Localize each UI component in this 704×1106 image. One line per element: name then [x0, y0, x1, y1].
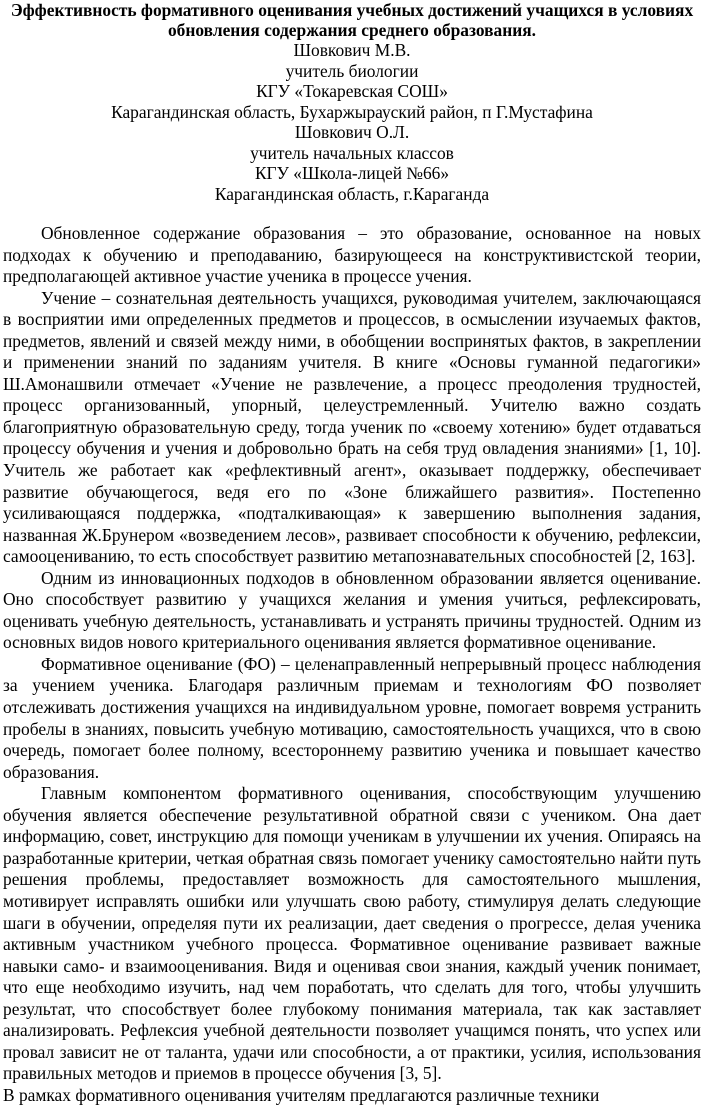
author-1: [3, 40, 701, 122]
paragraph: Учение – сознательная деятельность учащихся, руководимая учителем, заключающаяся в восприятии ими определенных предметов и процессов, в осмыслении изучаемых фактов, предметов, явлений и связей между ними, в обобщении воспринятых фактов, в закреплении и применении знаний по заданиям учителя. В книге «Основы гуманной педагогики» Ш.Амонашвили отмечает «Учение не развлечение, а процесс преодоления трудностей, процесс организованный, упорный, целеустремленный. Учителю важно создать благоприятную образовательную среду, тогда ученик по «своему хотению» будет отдаваться процессу обучения и учения и добровольно брать на себя труд овладения знаниями» [1, 10]. Учитель же работает как «рефлективный агент», оказывает поддержку, обеспечивает развитие обучающегося, ведя его по «Зоне ближайшего развития». Постепенно усиливающаяся поддержка, «подталкивающая» к завершению выполнения задания, названная Ж.Брунером «возведением лесов», развивает способности к обучению, рефлексии, самооцениванию, то есть способствует развитию метапознавательных способностей [2, 163].: [3, 287, 701, 567]
paragraph: Одним из инновационных подходов в обновленном образовании является оценивание. Оно способствует развитию у учащихся желания и умения учиться, рефлексировать, оценивать учебную деятельность, устанавливать и устранять причины трудностей. Одним из основных видов нового критериального оценивания является формативное оценивание.: [3, 567, 701, 653]
paragraph: Обновленное содержание образования – это образование, основанное на новых подходах к обучению и преподаванию, базирующееся на конструктивистской теории, предполагающей активное участие ученика в процессе учения.: [3, 223, 701, 287]
author-2: [3, 122, 701, 204]
author-2-school: КГУ «Школа-лицей №66»: [254, 163, 450, 183]
document-title: Эффективность формативного оценивания учебных достижений учащихся в условиях обновления содержания среднего образования.: [10, 0, 694, 40]
final-line: В рамках формативного оценивания учителям предлагаются различные техники: [3, 1084, 600, 1105]
author-2-name: Шовкович О.Л.: [294, 122, 410, 142]
author-1-name: Шовкович М.В.: [293, 40, 411, 60]
author-1-position: учитель биологии: [285, 60, 419, 81]
author-1-school: КГУ «Токаревская СОШ»: [256, 81, 448, 101]
paragraph: Главным компонентом формативного оценивания, способствующим улучшению обучения является обеспечение результативной обратной связи с учеником. Она дает информацию, совет, инструкцию для помощи ученикам в улучшении их учения. Опираясь на разработанные критерии, четкая обратная связь помогает ученику самостоятельно найти путь решения проблемы, предоставляет возможность для самостоятельного мышления, мотивирует исправлять ошибки или улучшать свою работу, стимулируя делать следующие шаги в обучении, определяя пути их реализации, дает сведения о прогрессе, делая ученика активным участником учебного процесса. Формативное оценивание развивает важные навыки само- и взаимооценивания. Видя и оценивая свои знания, каждый ученик понимает, что еще необходимо изучить, над чем поработать, что сделать для того, чтобы улучшить результат, что способствует более глубокому понимания материала, так как заставляет анализировать. Рефлексия учебной деятельности позволяет учащимся понять, что успех или провал зависит не от таланта, удачи или способности, а от практики, усилия, использования правильных методов и приемов в процессе обучения [3, 5].: [3, 783, 701, 1084]
paragraph: Формативное оценивание (ФО) – целенаправленный непрерывный процесс наблюдения за учением ученика. Благодаря различным приемам и технологиям ФО позволяет отслеживать достижения учащихся на индивидуальном уровне, помогает вовремя устранить пробелы в знаниях, повысить учебную мотивацию, самостоятельность учащихся, что в свою очередь, помогает более полному, всестороннему развитию ученика и повышает качество образования.: [3, 653, 701, 782]
author-1-location: Карагандинская область, Бухаржырауский район, п Г.Мустафина: [111, 101, 593, 122]
author-2-position: учитель начальных классов: [250, 142, 454, 163]
author-2-location: Карагандинская область, г.Караганда: [214, 183, 490, 204]
document-body: [3, 223, 701, 1106]
